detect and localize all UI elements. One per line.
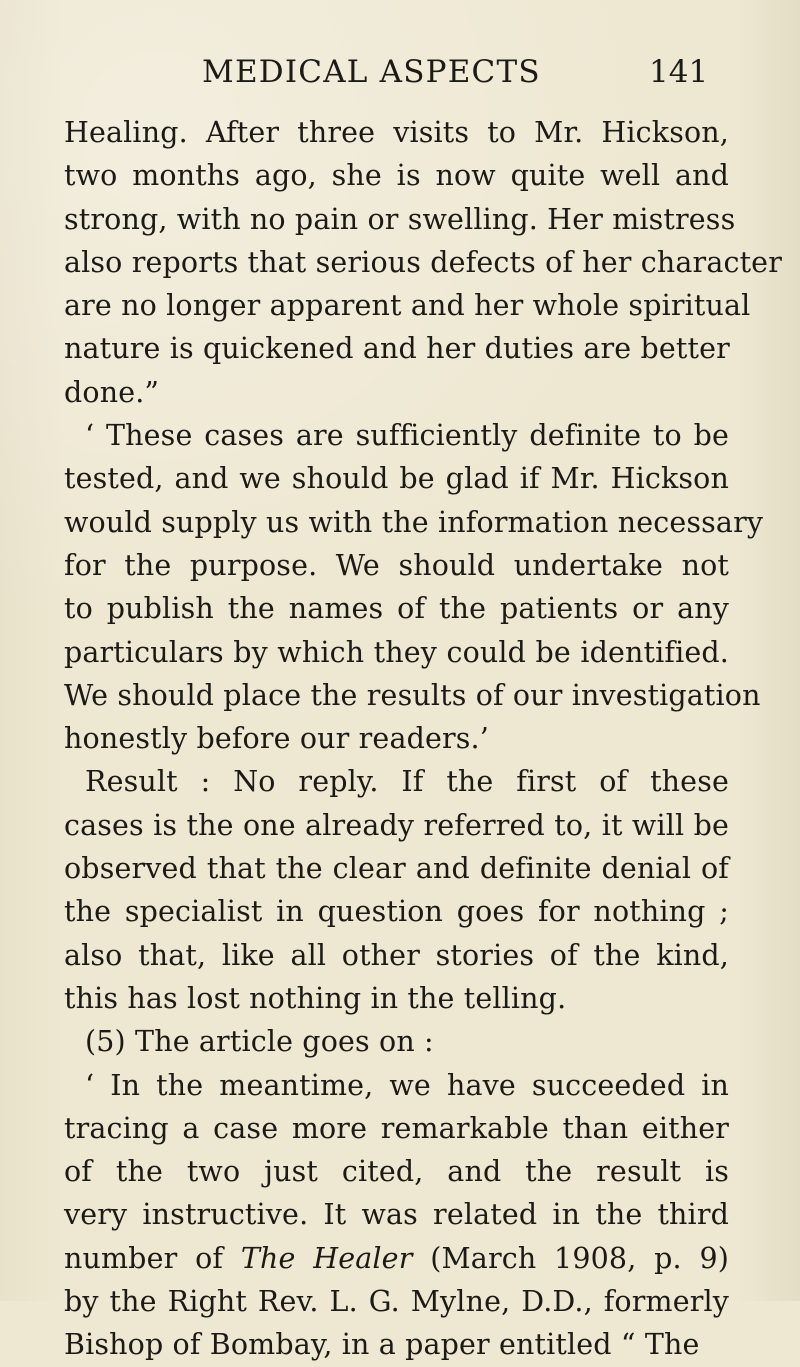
text-line: (5) The article goes on : — [85, 1025, 434, 1059]
text-line: Healing. After three visits to Mr. Hickson, — [64, 116, 729, 149]
text-line: tested, and we should be glad if Mr. Hickson — [64, 462, 729, 496]
text-line: by the Right Rev. L. G. Mylne, D.D., formerly — [64, 1285, 729, 1319]
text-line: to publish the names of the patients or any — [64, 592, 729, 626]
text-line: particulars by which they could be identified. — [64, 635, 729, 669]
text-line: also that, like all other stories of the kind, — [64, 938, 729, 972]
text-line: this has lost nothing in the telling. — [64, 981, 567, 1015]
text-line: are no longer apparent and her whole spiritual — [64, 289, 751, 323]
text-line: observed that the clear and definite denial of — [64, 852, 729, 886]
running-head — [202, 48, 722, 96]
text-line: cases is the one already referred to, it will be — [64, 808, 729, 842]
text-fragment: (March 1908, p. 9) — [430, 1241, 729, 1275]
text-line: very instructive. It was related in the third — [64, 1198, 729, 1232]
text-line: Result : No reply. If the first of these — [85, 765, 729, 799]
text-fragment: number of — [64, 1241, 224, 1275]
text-line: tracing a case more remarkable than either — [64, 1111, 729, 1145]
text-line: We should place the results of our investigation — [64, 678, 761, 712]
text-line: also reports that serious defects of her character — [64, 245, 782, 279]
page-number: 141 — [649, 54, 709, 90]
text-line: two months ago, she is now quite well and — [64, 159, 729, 193]
text-line: ‘ These cases are sufficiently definite to be — [85, 419, 729, 453]
text-line: done.” — [64, 375, 160, 409]
text-line: honestly before our readers.’ — [64, 722, 489, 756]
text-line: would supply us with the information necessary — [64, 505, 764, 539]
text-line-with-title — [64, 1237, 729, 1280]
text-line: nature is quickened and her duties are better — [64, 332, 730, 366]
text-line: the specialist in question goes for nothing ; — [64, 895, 729, 929]
italic-title: The Healer — [240, 1241, 413, 1275]
text-line: ‘ In the meantime, we have succeeded in — [85, 1068, 729, 1102]
text-line: of the two just cited, and the result is — [64, 1155, 729, 1189]
text-line: for the purpose. We should undertake not — [64, 548, 729, 582]
body-text — [64, 111, 782, 1367]
text-line: Bishop of Bombay, in a paper entitled “ The — [64, 1328, 700, 1362]
running-title: MEDICAL ASPECTS — [202, 54, 541, 90]
text-line: strong, with no pain or swelling. Her mistress — [64, 202, 736, 236]
